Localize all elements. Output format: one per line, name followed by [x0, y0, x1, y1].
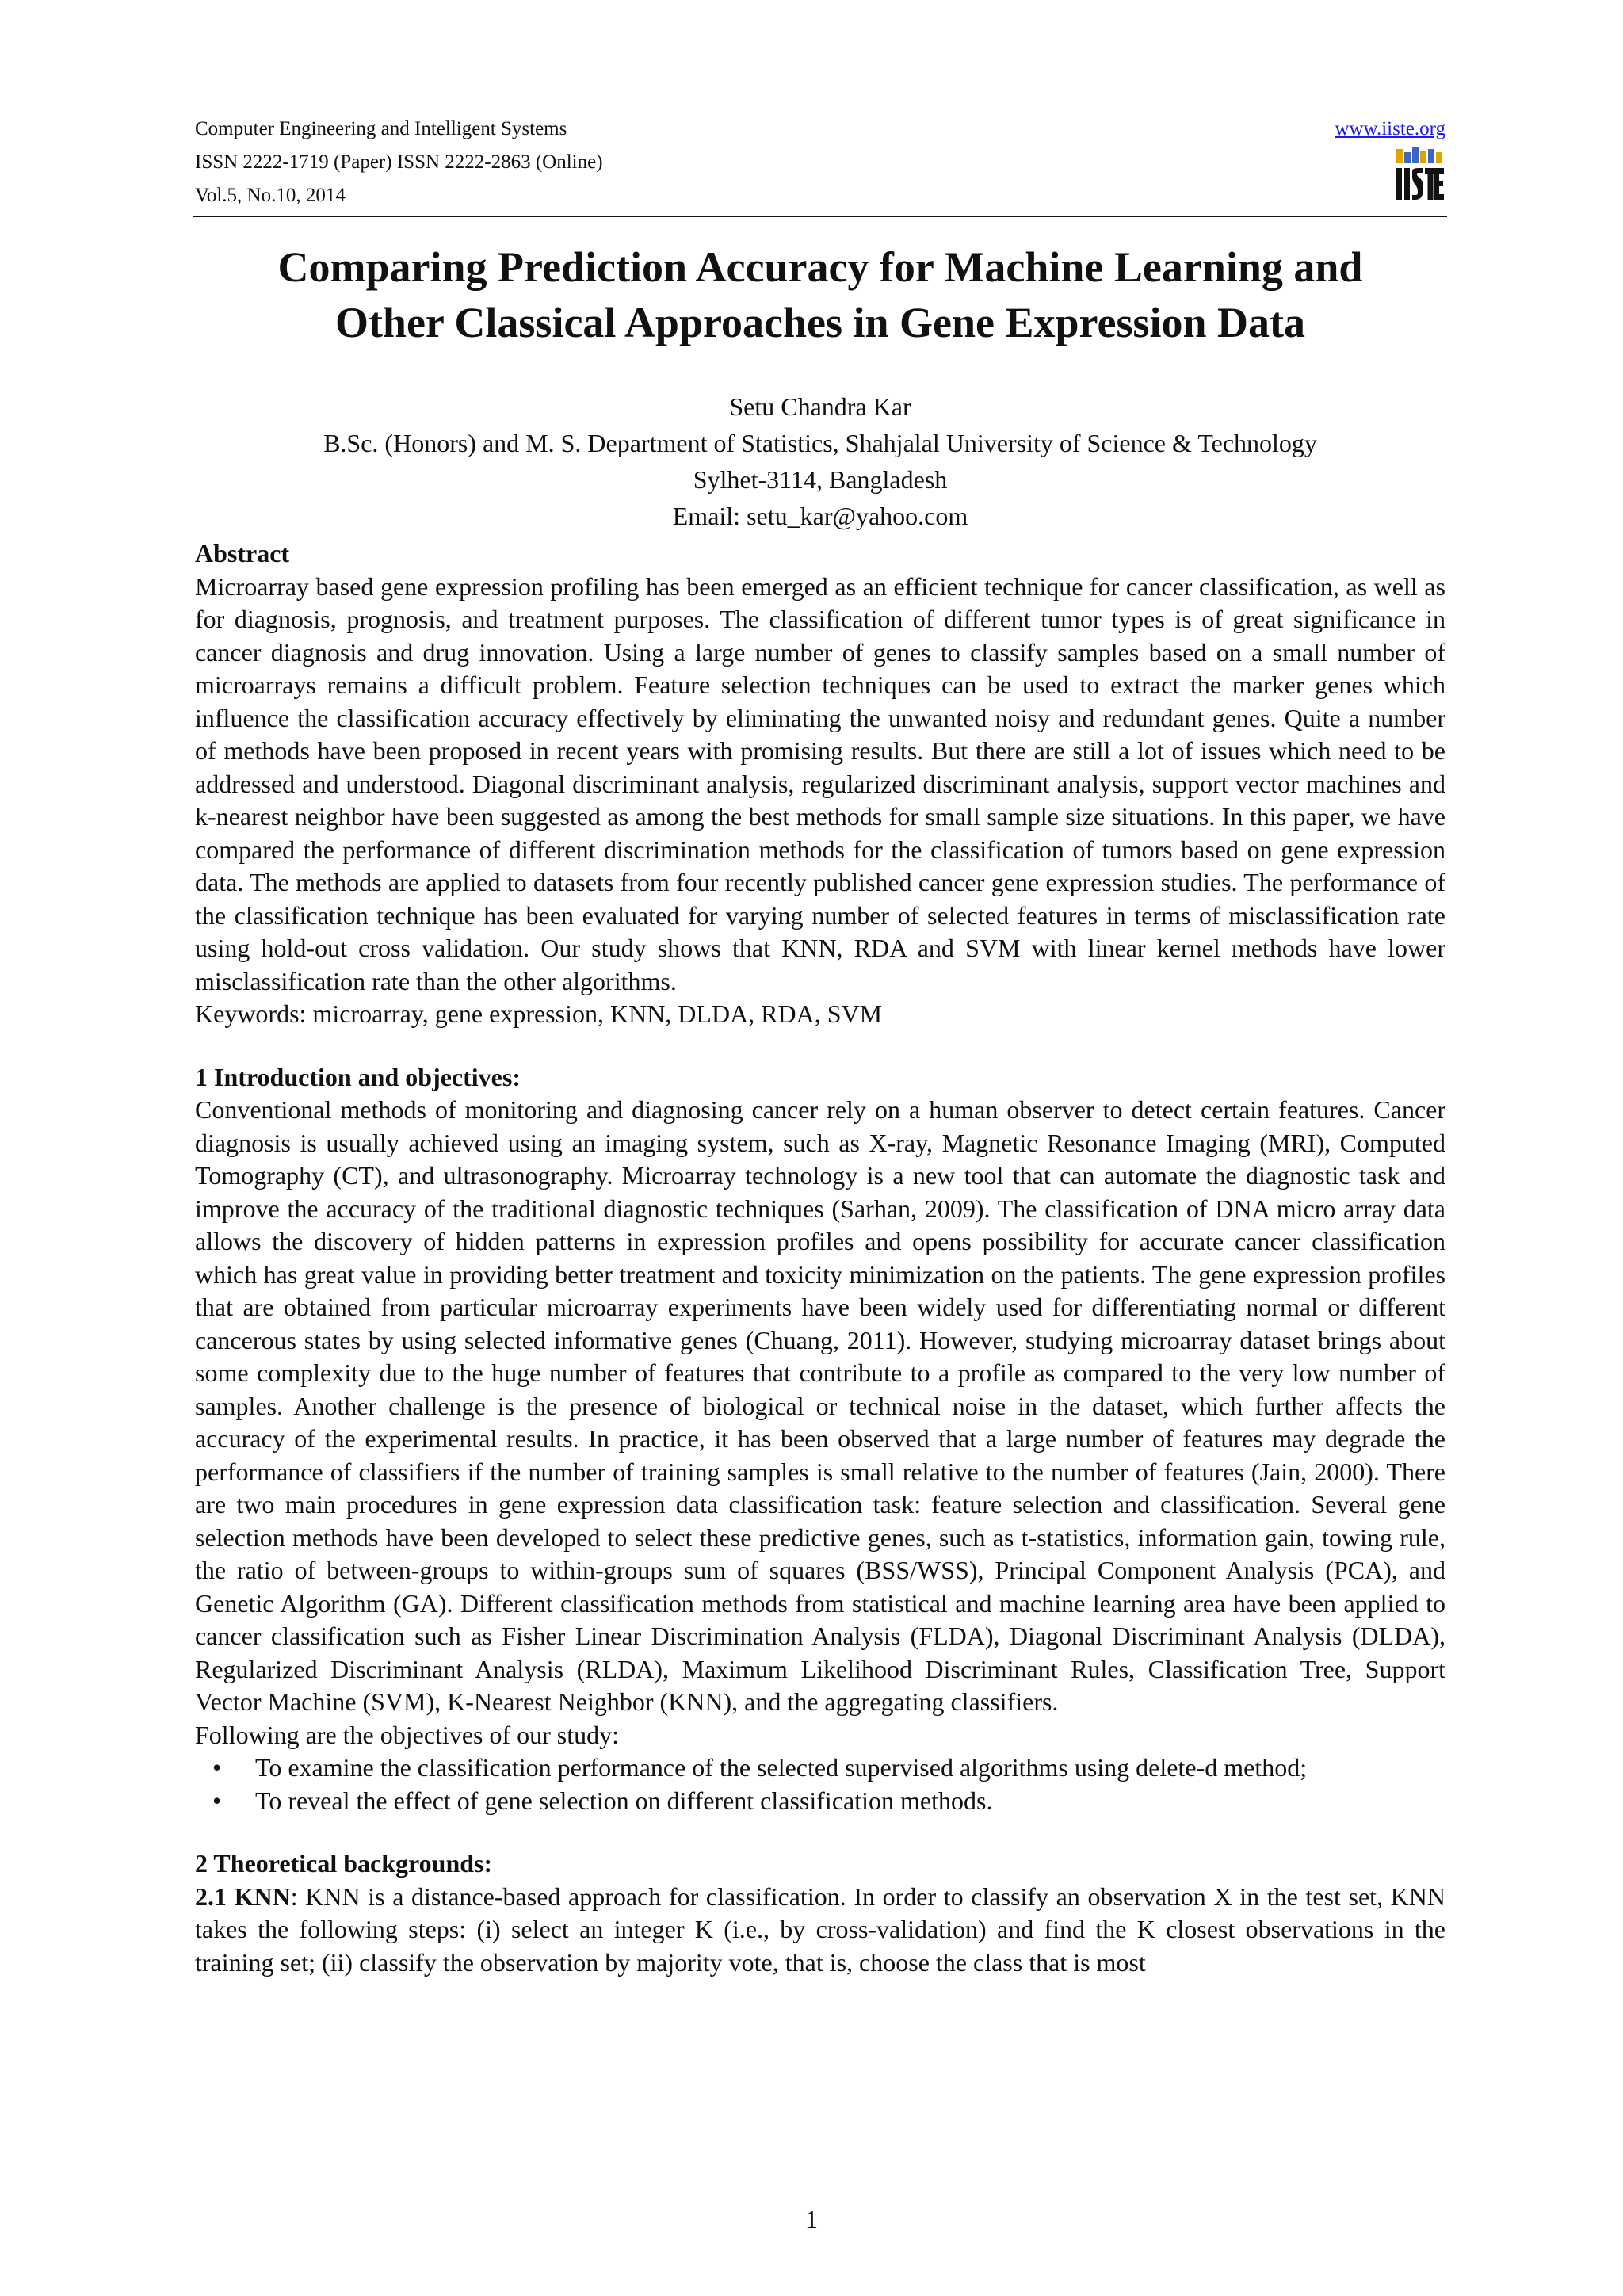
objectives-lead: Following are the objectives of our study:: [195, 1720, 620, 1749]
author-name: Setu Chandra Kar: [729, 392, 911, 421]
keywords-line: Keywords: microarray, gene expression, KNN, DLDA, RDA, SVM: [195, 999, 883, 1028]
list-item: [195, 1785, 1445, 1818]
paper-title: [193, 239, 1447, 350]
author-location: Sylhet-3114, Bangladesh: [693, 465, 948, 494]
knn-text: : KNN is a distance-based approach for classification. In order to classify an observation X in the test set, KNN takes the following steps: (i) select an integer K (i.e., by cross-validation) and find the K closest observations in the training set; (ii) classify the observation by majority vote, that is, choose the class that is most: [195, 1881, 1446, 1977]
author-block: [193, 388, 1447, 534]
bullet-icon: •: [212, 1786, 222, 1815]
list-item: [195, 1752, 1445, 1785]
abstract-text: Microarray based gene expression profiling has been emerged as an efficient technique for cancer classification, as well as for diagnosis, prognosis, and treatment purposes. The classification of different tumor types is of great significance in cancer diagnosis and drug innovation. Using a large number of genes to classify samples based on a small number of microarrays remains a difficult problem. Feature selection techniques can be used to extract the marker genes which influence the classification accuracy effectively by eliminating the unwanted noisy and redundant genes. Quite a number of methods have been proposed in recent years with promising results. But there are still a lot of issues which need to be addressed and understood. Diagonal discriminant analysis, regularized discriminant analysis, support vector machines and k-nearest neighbor have been suggested as among the best methods for small sample size situations. In this paper, we have compared the performance of different discrimination methods for the classification of tumors based on gene expression data. The methods are applied to datasets from four recently published cancer gene expression studies. The performance of the classification technique has been evaluated for varying number of selected features in terms of misclassification rate using hold-out cross validation. Our study shows that KNN, RDA and SVM with linear kernel methods have lower misclassification rate than the other algorithms.: [195, 571, 1445, 995]
journal-header: [195, 113, 603, 212]
bullet-icon: •: [212, 1753, 222, 1782]
journal-link-block: [1335, 113, 1445, 146]
section-gap: [195, 1031, 1445, 1061]
intro-text: Conventional methods of monitoring and diagnosing cancer rely on a human observer to detect certain features. Cancer diagnosis is usually achieved using an imaging system, such as X-ray, Magnetic Resonance Imaging (MRI), Computed Tomography (CT), and ultrasonography. Microarray technology is a new tool that can automate the diagnostic task and improve the accuracy of the traditional diagnostic techniques (Sarhan, 2009). The classification of DNA micro array data allows the discovery of hidden patterns in expression profiles and opens possibility for accurate cancer classification which has great value in providing better treatment and toxicity minimization on the patients. The gene expression profiles that are obtained from particular microarray experiments have been widely used for differentiating normal or different cancerous states by using selected informative genes (Chuang, 2011). However, studying microarray dataset brings about some complexity due to the huge number of features that contribute to a profile as compared to the very low number of samples. Another challenge is the presence of biological or technical noise in the dataset, which further affects the accuracy of the experimental results. In practice, it has been observed that a large number of features may degrade the performance of classifiers if the number of training samples is small relative to the number of features (Jain, 2000). There are two main procedures in gene expression data classification task: feature selection and classification. Several gene selection methods have been developed to select these predictive genes, such as t-statistics, information gain, towing rule, the ratio of between-groups to within-groups sum of squares (BSS/WSS), Principal Component Analysis (PCA), and Genetic Algorithm (GA). Different classification methods from statistical and machine learning area have been applied to cancer classification such as Fisher Linear Discrimination Analysis (FLDA), Diagonal Discriminant Analysis (DLDA), Regularized Discriminant Analysis (RLDA), Maximum Likelihood Discriminant Rules, Classification Tree, Support Vector Machine (SVM), K-Nearest Neighbor (KNN), and the aggregating classifiers.: [195, 1095, 1445, 1716]
author-email: Email: setu_kar@yahoo.com: [672, 502, 968, 530]
theory-heading: 2 Theoretical backgrounds:: [195, 1849, 493, 1878]
author-affiliation: B.Sc. (Honors) and M. S. Department of Statistics, Shahjalal University of Science & Technology: [323, 429, 1317, 457]
journal-issn: ISSN 2222-1719 (Paper) ISSN 2222-2863 (Online): [195, 151, 603, 173]
abstract-heading: Abstract: [195, 539, 290, 567]
knn-label: 2.1 KNN: [195, 1881, 291, 1911]
journal-url-link[interactable]: www.iiste.org: [1335, 118, 1445, 139]
paper-body: [195, 537, 1445, 1979]
journal-name: Computer Engineering and Intelligent Systems: [195, 118, 567, 139]
objective-text: To reveal the effect of gene selection on different classification methods.: [255, 1786, 993, 1815]
section-gap: [195, 1817, 1445, 1847]
iiste-logo-icon: [1393, 147, 1445, 203]
intro-heading: 1 Introduction and objectives:: [195, 1062, 521, 1091]
objectives-list: [195, 1752, 1445, 1817]
header-divider: [193, 216, 1447, 217]
knn-paragraph: [195, 1881, 1445, 1980]
journal-volume: Vol.5, No.10, 2014: [195, 185, 346, 206]
page-number: 1: [805, 2205, 818, 2233]
title-line-1: Comparing Prediction Accuracy for Machine Learning and: [277, 243, 1363, 291]
title-line-2: Other Classical Approaches in Gene Expression Data: [334, 299, 1306, 346]
objective-text: To examine the classification performance of the selected supervised algorithms using delete-d method;: [255, 1753, 1308, 1782]
